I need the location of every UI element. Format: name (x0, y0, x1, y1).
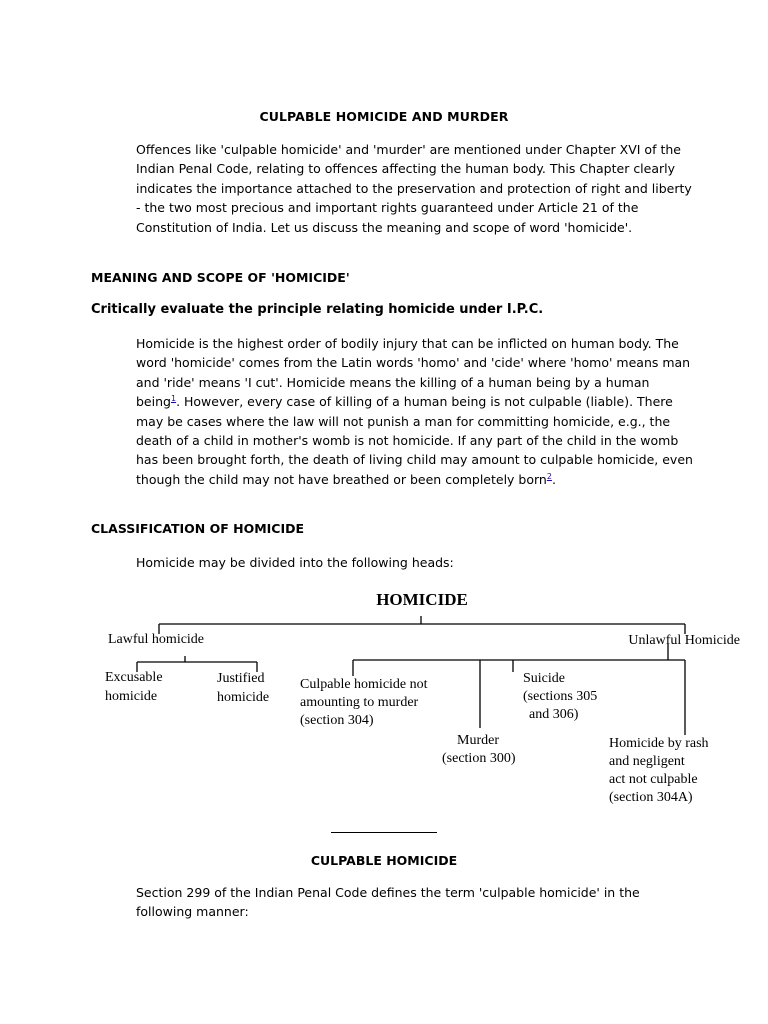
footnote-link-2[interactable]: 2 (546, 471, 552, 481)
diagram-unlawful-label: Unlawful Homicide (628, 633, 740, 648)
document-title: CULPABLE HOMICIDE AND MURDER (259, 109, 509, 124)
heading-culpable-homicide: CULPABLE HOMICIDE (310, 853, 458, 868)
classification-intro: Homicide may be divided into the following heads: (136, 555, 454, 570)
diagram-rash-label-1: Homicide by rash (609, 736, 709, 751)
diagram-lawful-label: Lawful homicide (108, 632, 205, 647)
diagram-rash-label-3: act not culpable (609, 772, 698, 787)
diagram-excusable-label-1: Excusable (105, 670, 163, 685)
diagram-justified-label-2: homicide (217, 690, 270, 705)
diagram-suicide-label-2: (sections 305 (523, 689, 598, 704)
homicide-text-a: Homicide is the highest order of bodily injury that can be inflicted on human body. The word 'homicide' comes from the Latin words 'homo' and 'cide' where 'homo' means man and 'ride' means 'I cut'. Homicide means the killing of a human being by a human being (136, 336, 691, 410)
diagram-murder-label-2: (section 300) (442, 751, 516, 766)
intro-paragraph: Offences like 'culpable homicide' and 'murder' are mentioned under Chapter XVI of the Indian Penal Code, relating to offences affecting the human body. This Chapter clearly indicates the importance attached to the preservation and protection of right and liberty - the two most precious and important rights guaranteed under Article 21 of the Constitution of India. Let us discuss the meaning and scope of word 'homicide'. (136, 142, 692, 235)
heading-question: Critically evaluate the principle relating homicide under I.P.C. (91, 302, 544, 317)
diagram-culpable-label-3: (section 304) (300, 713, 374, 728)
footnote-link-1[interactable]: 1 (170, 394, 177, 404)
homicide-text-b: . However, every case of killing of a human being is not culpable (liable). There may be cases where the law will not punish a man for committing homicide, e.g., the death of a child in mother's womb is not homicide. If any part of the child in the womb has been brought forth, the death of living child may amount to culpable homicide, even though the child may not have breathed or been completely born (136, 394, 693, 487)
diagram-root-label: HOMICIDE (376, 590, 468, 609)
homicide-classification-diagram (95, 580, 745, 810)
diagram-suicide-label-1: Suicide (523, 671, 565, 686)
diagram-excusable-label-2: homicide (105, 689, 158, 704)
heading-meaning-scope: MEANING AND SCOPE OF 'HOMICIDE' (91, 270, 350, 285)
diagram-culpable-label-1: Culpable homicide not (300, 677, 428, 692)
homicide-text-c: . (551, 471, 556, 487)
diagram-rash-label-4: (section 304A) (609, 790, 693, 805)
diagram-culpable-label-2: amounting to murder (300, 695, 419, 710)
diagram-justified-label-1: Justified (217, 671, 265, 686)
diagram-rash-label-2: and negligent (609, 754, 685, 769)
section-299-paragraph: Section 299 of the Indian Penal Code defines the term 'culpable homicide' in the following manner: (136, 885, 640, 920)
diagram-suicide-label-3: and 306) (529, 707, 579, 722)
homicide-paragraph (136, 334, 696, 489)
heading-classification: CLASSIFICATION OF HOMICIDE (91, 521, 305, 536)
section-divider (331, 832, 437, 833)
diagram-murder-label-1: Murder (457, 733, 499, 748)
